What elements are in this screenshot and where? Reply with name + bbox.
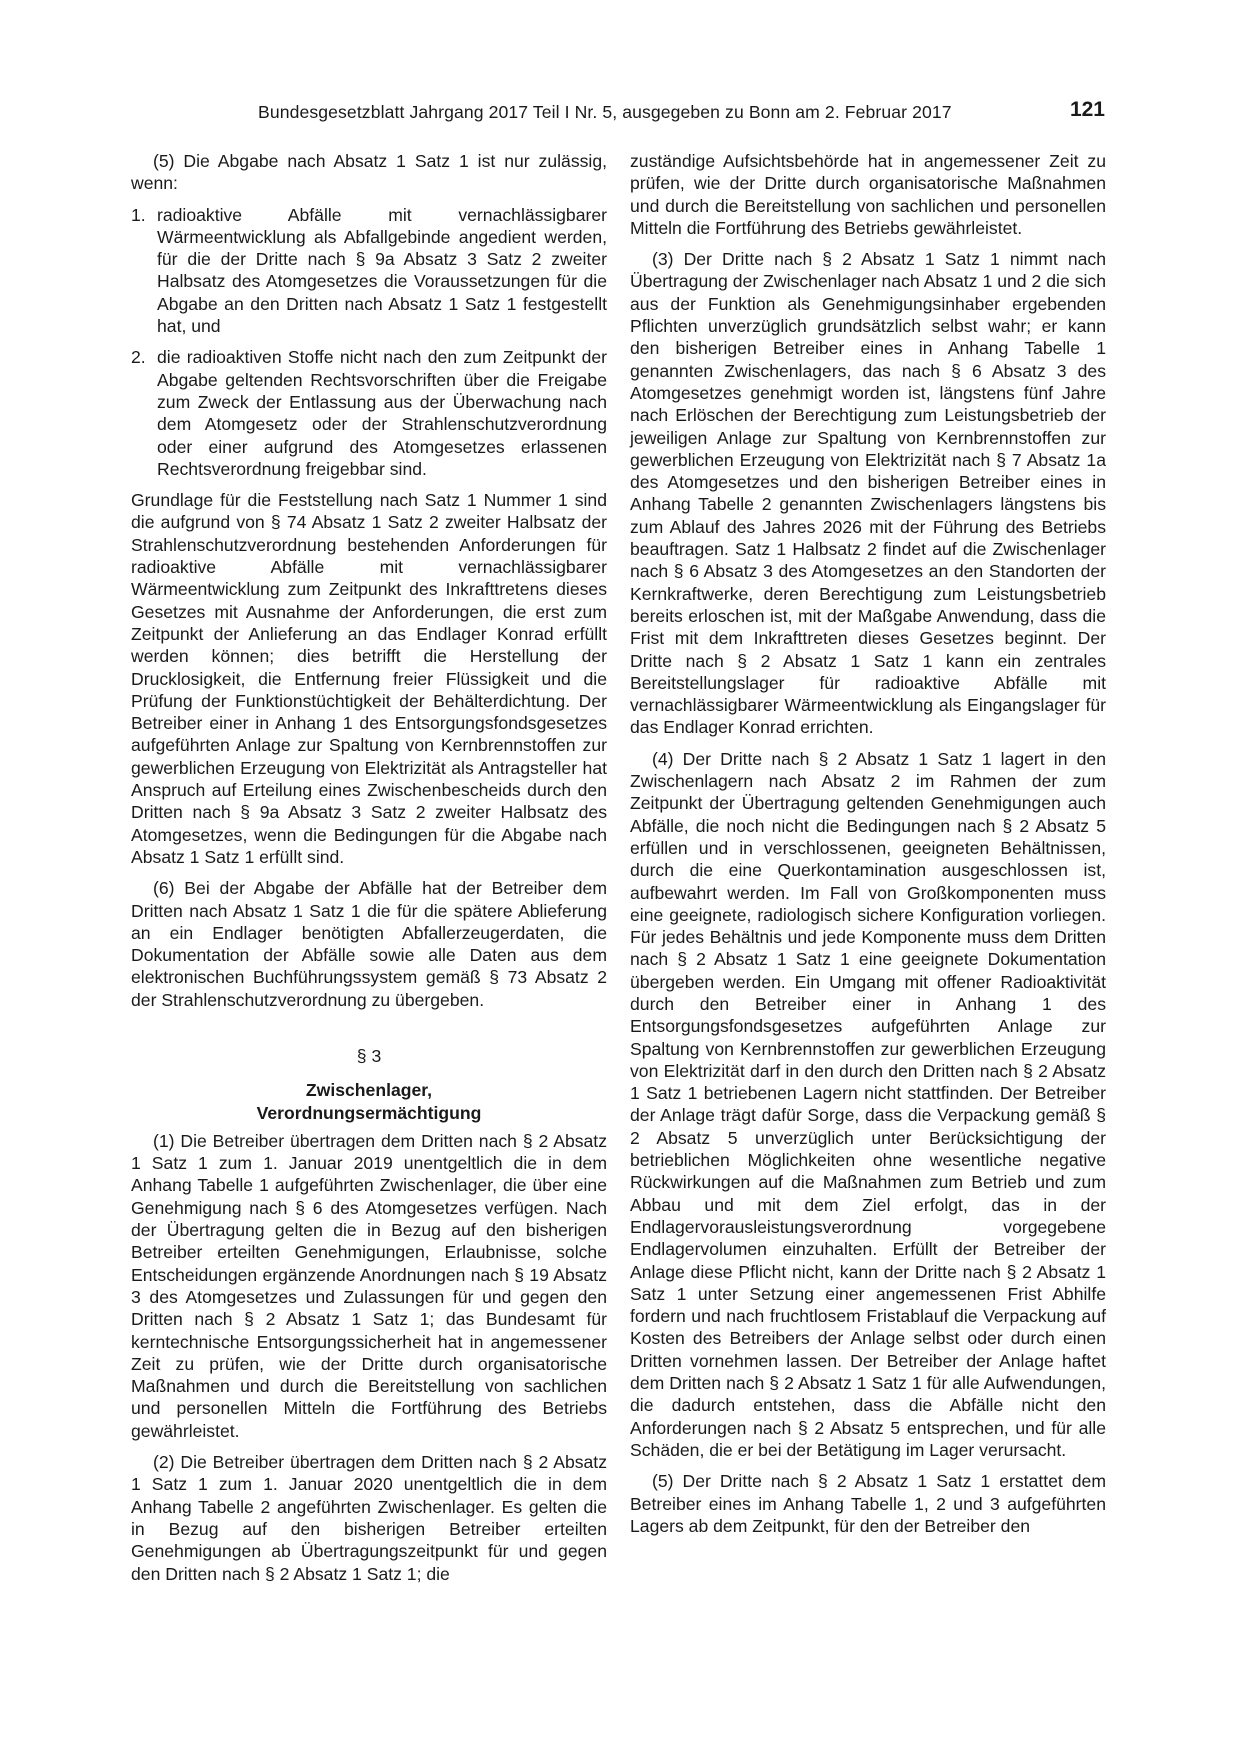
- page-header: [130, 98, 1105, 128]
- section-3-paragraph-1: (1) Die Betreiber übertragen dem Dritten nach § 2 Absatz 1 Satz 1 zum 1. Januar 2019 unentgeltlich die in dem Anhang Tabelle 1 aufgeführten Zwischenlager, die über eine Genehmigung nach § 6 des Atomgesetzes verfügen. Nach der Übertragung gelten die in Bezug auf den bisherigen Betreiber erteilten Genehmigungen, Erlaubnisse, solche Entscheidungen ergänzende Anordnungen nach § 19 Absatz 3 des Atomgesetzes und Zulassungen für und gegen den Dritten nach § 2 Absatz 1 Satz 1; das Bundesamt für kerntechnische Entsorgungssicherheit hat in angemessener Zeit zu prüfen, wie der Dritte durch organisatorische Maßnahmen und durch die Bereitstellung von sachlichen und personellen Mitteln die Fortführung des Betriebs gewährleistet.: [131, 1130, 607, 1441]
- right-column: [630, 150, 1106, 1546]
- paragraph-6: (6) Bei der Abgabe der Abfälle hat der Betreiber dem Dritten nach Absatz 1 Satz 1 die für die spätere Ablieferung an ein Endlager benötigten Abfallerzeugerdaten, die Dokumentation der Abfälle sowie alle Daten aus dem elektronischen Buchführungssystem gemäß § 73 Absatz 2 der Strahlenschutzverordnung zu übergeben.: [131, 878, 607, 1010]
- paragraph-5-basis: Grundlage für die Feststellung nach Satz 1 Nummer 1 sind die aufgrund von § 74 Absatz 1 Satz 2 zweiter Halbsatz der Strahlenschutzverordnung bestehenden Anforderungen für radioaktive Abfälle mit vernachlässigbarer Wärmeentwicklung zum Zeitpunkt des Inkrafttretens dieses Gesetzes mit Ausnahme der Anforderungen, die erst zum Zeitpunkt der Anlieferung an das Endlager Konrad erfüllt werden können; dies betrifft die Herstellung der Drucklosigkeit, die Entfernung freier Flüssigkeit und die Prüfung der Funktionstüchtigkeit der Behälterdichtung. Der Betreiber einer in Anhang 1 des Entsorgungsfondsgesetzes aufgeführten Anlage zur Spaltung von Kernbrennstoffen zur gewerblichen Erzeugung von Elektrizität als Antragsteller hat Anspruch auf Erteilung eines Zwischenbescheids durch den Dritten nach § 9a Absatz 3 Satz 2 zweiter Halbsatz des Atomgesetzes, wenn die Bedingungen für die Abgabe nach Absatz 1 Satz 1 erfüllt sind.: [131, 490, 607, 867]
- list-text: die radioaktiven Stoffe nicht nach den zum Zeitpunkt der Abgabe geltenden Rechtsvorschriften über die Freigabe zum Zweck der Entlassung aus der Überwachung nach dem Atomgesetz oder der Strahlenschutzverordnung oder einer aufgrund des Atomgesetzes erlassenen Rechtsverordnung freigebbar sind.: [157, 347, 607, 479]
- list-item-2: [131, 346, 607, 480]
- section-3-paragraph-4: (4) Der Dritte nach § 2 Absatz 1 Satz 1 lagert in den Zwischenlagern nach Absatz 2 im Rahmen der zum Zeitpunkt der Übertragung geltenden Genehmigungen auch Abfälle, die noch nicht die Bedingungen nach § 2 Absatz 5 erfüllen und in verschlossenen, geeigneten Behältnissen, durch die eine Querkontamination ausgeschlossen ist, aufbewahrt werden. Im Fall von Großkomponenten muss eine geeignete, radiologisch sichere Konfiguration vorliegen. Für jedes Behältnis und jede Komponente muss dem Dritten nach § 2 Absatz 1 Satz 1 eine geeignete Dokumentation übergeben werden. Ein Umgang mit offener Radioaktivität durch den Betreiber einer in Anhang 1 des Entsorgungsfondsgesetzes aufgeführten Anlage zur Spaltung von Kernbrennstoffen zur gewerblichen Erzeugung von Elektrizität darf in den durch den Dritten nach § 2 Absatz 1 Satz 1 betriebenen Lagern nicht stattfinden. Der Betreiber der Anlage trägt dafür Sorge, dass die Verpackung gemäß § 2 Absatz 5 unverzüglich unter Berücksichtigung der betrieblichen Möglichkeiten ohne wesentliche negative Rückwirkungen auf die Maßnahmen zum Betrieb und zum Abbau und mit dem Ziel erfolgt, das in der Endlagervorausleistungsverordnung vorgegebene Endlagervolumen einzuhalten. Erfüllt der Betreiber der Anlage diese Pflicht nicht, kann der Dritte nach § 2 Absatz 1 Satz 1 unter Setzung einer angemessenen Frist Abhilfe fordern und nach fruchtlosem Fristablauf die Verpackung auf Kosten des Betreibers der Anlage selbst oder durch einen Dritten vornehmen lassen. Der Betreiber der Anlage haftet dem Dritten nach § 2 Absatz 1 Satz 1 für alle Aufwendungen, die dadurch entstehen, dass die Abfälle nicht den Anforderungen nach § 2 Absatz 5 entsprechen, und für alle Schäden, die er bei der Betätigung im Lager verursacht.: [630, 748, 1106, 1460]
- list-text: radioaktive Abfälle mit vernachlässigbarer Wärmeentwicklung als Abfallgebinde angedient werden, für die der Dritte nach § 9a Absatz 3 Satz 2 zweiter Halbsatz des Atomgesetzes die Voraussetzungen für die Abgabe an den Dritten nach Absatz 1 Satz 1 festgestellt hat, und: [157, 204, 607, 337]
- section-title-line-1: Zwischenlager,: [305, 1080, 433, 1101]
- list-number: 2.: [131, 347, 146, 368]
- list-number: 1.: [131, 204, 146, 225]
- section-3-paragraph-5: (5) Der Dritte nach § 2 Absatz 1 Satz 1 erstattet dem Betreiber eines im Anhang Tabelle 1, 2 und 3 aufgeführten Lagers ab dem Zeitpunkt, für den der Betreiber den: [630, 1471, 1106, 1536]
- section-3-paragraph-2-continued: zuständige Aufsichtsbehörde hat in angemessener Zeit zu prüfen, wie der Dritte durch organisatorische Maßnahmen und durch die Bereitstellung von sachlichen und personellen Mitteln die Fortführung des Betriebs gewährleistet.: [630, 151, 1106, 238]
- section-3-paragraph-3: (3) Der Dritte nach § 2 Absatz 1 Satz 1 nimmt nach Übertragung der Zwischenlager nach Absatz 1 und 2 die sich aus der Funktion als Genehmigungsinhaber ergebenden Pflichten unverzüglich grundsätzlich selbst wahr; er kann den bisherigen Betreiber eines in Anhang Tabelle 1 genannten Zwischenlagers, das nach § 6 Absatz 3 des Atomgesetzes genehmigt worden ist, längstens fünf Jahre nach Erlöschen der Berechtigung zum Leistungsbetrieb der jeweiligen Anlage zur Spaltung von Kernbrennstoffen zur gewerblichen Erzeugung von Elektrizität nach § 7 Absatz 1a des Atomgesetzes und den bisherigen Betreiber eines in Anhang Tabelle 2 genannten Zwischenlagers längstens bis zum Ablauf des Jahres 2026 mit der Führung des Betriebs beauftragen. Satz 1 Halbsatz 2 findet auf die Zwischenlager nach § 6 Absatz 3 des Atomgesetzes an den Standorten der Kernkraftwerke, deren Berechtigung zum Leistungsbetrieb bereits erloschen ist, mit der Maßgabe Anwendung, dass die Frist mit dem Inkrafttreten dieses Gesetzes beginnt. Der Dritte nach § 2 Absatz 1 Satz 1 kann ein zentrales Bereitstellungslager für radioaktive Abfälle mit vernachlässigbarer Wärmeentwicklung als Eingangslager für das Endlager Konrad errichten.: [630, 249, 1106, 738]
- section-mark: § 3: [356, 1045, 382, 1066]
- left-column: [131, 150, 607, 1594]
- list-item-1: [131, 204, 607, 338]
- paragraph-5-intro: (5) Die Abgabe nach Absatz 1 Satz 1 ist nur zulässig, wenn:: [131, 151, 607, 194]
- section-3-paragraph-2: (2) Die Betreiber übertragen dem Dritten nach § 2 Absatz 1 Satz 1 zum 1. Januar 2020 unentgeltlich die in dem Anhang Tabelle 2 angeführten Zwischenlager. Es gelten die in Bezug auf den bisherigen Betreiber erteilten Genehmigungen ab Übertragungszeitpunkt für und gegen den Dritten nach § 2 Absatz 1 Satz 1; die: [131, 1452, 607, 1584]
- page-number: 121: [1069, 98, 1105, 121]
- section-title: [131, 1079, 607, 1124]
- section-title-line-2: Verordnungsermächtigung: [256, 1102, 482, 1123]
- running-head: Bundesgesetzblatt Jahrgang 2017 Teil I Nr. 5, ausgegeben zu Bonn am 2. Februar 2017: [258, 102, 952, 122]
